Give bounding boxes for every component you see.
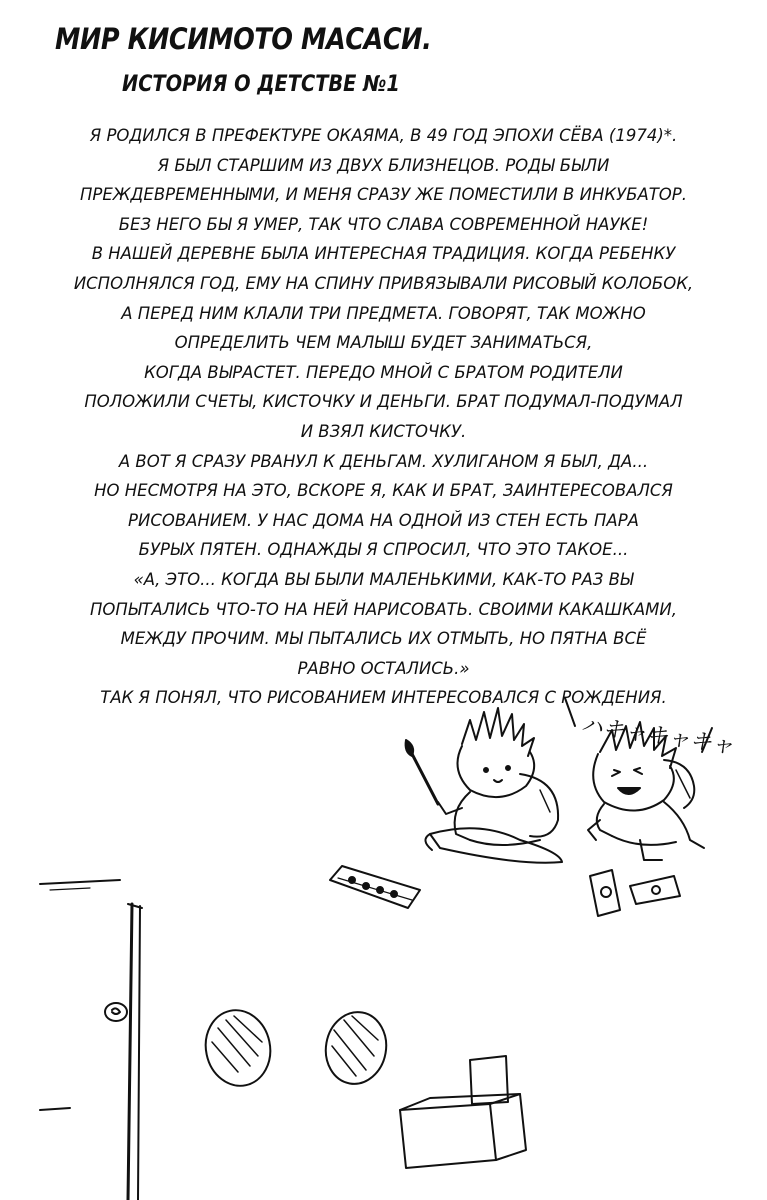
baby-with-brush-drawing [406, 708, 562, 863]
wall-stains-drawing [199, 1004, 392, 1092]
story-line: В НАШЕЙ ДЕРЕВНЕ БЫЛА ИНТЕРЕСНАЯ ТРАДИЦИЯ. КОГДА РЕБЕНКУ [91, 244, 676, 264]
story-line: БЕЗ НЕГО БЫ Я УМЕР, ТАК ЧТО СЛАВА СОВРЕМЕННОЙ НАУКЕ! [118, 214, 649, 234]
story-line: Я РОДИЛСЯ В ПРЕФЕКТУРЕ ОКАЯМА, В 49 ГОД ЭПОХИ СЁВА (1974)*. [89, 126, 678, 145]
money-bills-drawing [590, 870, 680, 916]
story-text [20, 121, 747, 713]
page-subtitle: ИСТОРИЯ О ДЕТСТВЕ №1 [122, 72, 400, 97]
story-line: РИСОВАНИЕМ. У НАС ДОМА НА ОДНОЙ ИЗ СТЕН ЕСТЬ ПАРА [128, 510, 639, 530]
sound-effect [565, 698, 735, 759]
story-line: ОПРЕДЕЛИТЬ ЧЕМ МАЛЫШ БУДЕТ ЗАНИМАТЬСЯ, [174, 333, 593, 353]
illustration [0, 690, 767, 1200]
story-line: ПОЛОЖИЛИ СЧЕТЫ, КИСТОЧКУ И ДЕНЬГИ. БРАТ ПОДУМАЛ-ПОДУМАЛ [84, 392, 683, 412]
story-line: БУРЫХ ПЯТЕН. ОДНАЖДЫ Я СПРОСИЛ, ЧТО ЭТО ТАКОЕ... [138, 540, 629, 560]
door-frame-drawing [105, 904, 142, 1200]
story-line: КОГДА ВЫРАСТЕТ. ПЕРЕДО МНОЙ С БРАТОМ РОДИТЕЛИ [144, 362, 623, 382]
story-line: Я БЫЛ СТАРШИМ ИЗ ДВУХ БЛИЗНЕЦОВ. РОДЫ БЫЛИ [157, 155, 610, 175]
story-line: ПРЕЖДЕВРЕМЕННЫМИ, И МЕНЯ СРАЗУ ЖЕ ПОМЕСТИЛИ В ИНКУБАТОР. [79, 185, 687, 205]
story-line: МЕЖДУ ПРОЧИМ. МЫ ПЫТАЛИСЬ ИХ ОТМЫТЬ, НО ПЯТНА ВСЁ [120, 629, 647, 649]
abacus-drawing [330, 866, 420, 908]
story-line: ИСПОЛНЯЛСЯ ГОД, ЕМУ НА СПИНУ ПРИВЯЗЫВАЛИ РИСОВЫЙ КОЛОБОК, [73, 273, 694, 293]
story-line: РАВНО ОСТАЛИСЬ.» [297, 658, 470, 678]
story-line: НО НЕСМОТРЯ НА ЭТО, ВСКОРЕ Я, КАК И БРАТ, ЗАИНТЕРЕСОВАЛСЯ [94, 481, 673, 501]
story-line: И ВЗЯЛ КИСТОЧКУ. [300, 421, 467, 441]
furniture-drawing [400, 1056, 526, 1168]
story-line: ПОПЫТАЛИСЬ ЧТО-ТО НА НЕЙ НАРИСОВАТЬ. СВОИМИ КАКАШКАМИ, [90, 599, 677, 619]
wall-drawing [40, 880, 120, 1110]
page-title: МИР КИСИМОТО МАСАСИ. [55, 22, 432, 56]
story-line: А ВОТ Я СРАЗУ РВАНУЛ К ДЕНЬГАМ. ХУЛИГАНОМ Я БЫЛ, ДА... [118, 451, 649, 471]
sound-effect-text: ハキャキャキャ [579, 713, 736, 760]
story-line: «А, ЭТО... КОГДА ВЫ БЫЛИ МАЛЕНЬКИМИ, КАК-ТО РАЗ ВЫ [133, 569, 634, 589]
story-line: ТАК Я ПОНЯЛ, ЧТО РИСОВАНИЕМ ИНТЕРЕСОВАЛСЯ С РОЖДЕНИЯ. [100, 688, 667, 708]
story-line: А ПЕРЕД НИМ КЛАЛИ ТРИ ПРЕДМЕТА. ГОВОРЯТ, ТАК МОЖНО [121, 303, 646, 323]
